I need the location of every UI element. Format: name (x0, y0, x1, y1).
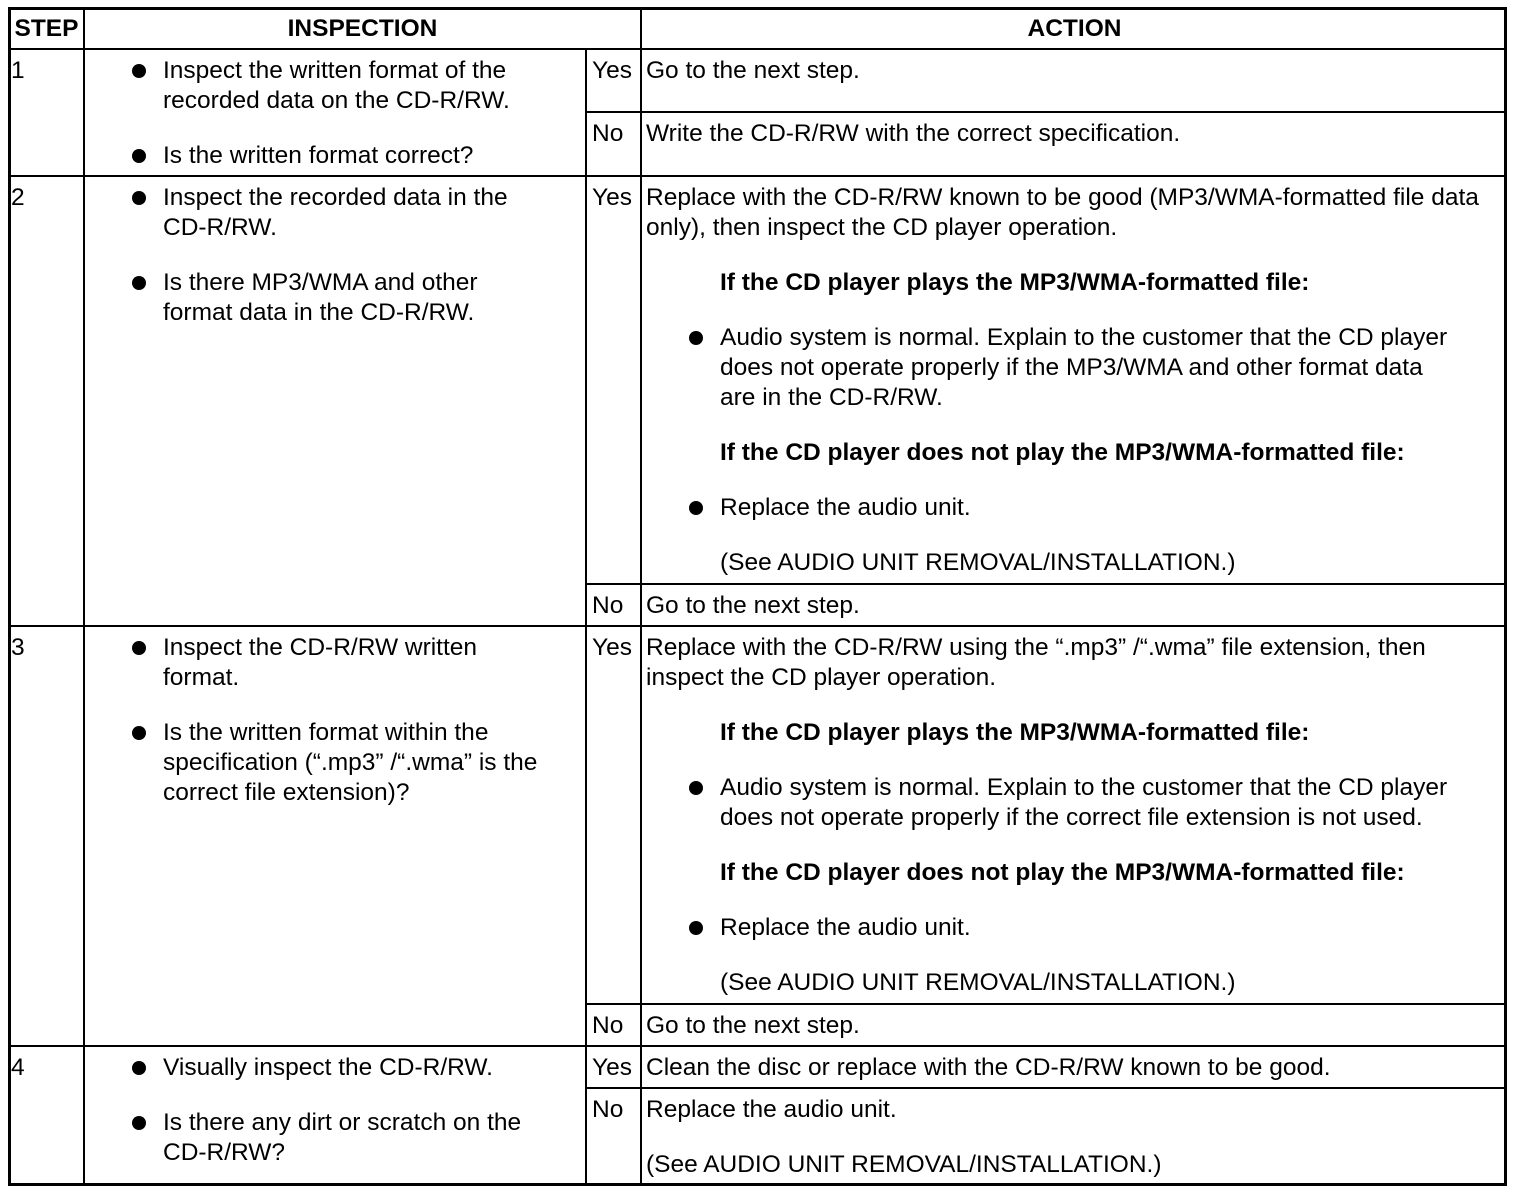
bullet-icon (132, 191, 146, 205)
action-text: Go to the next step. (646, 57, 860, 84)
condition-heading: If the CD player plays the MP3/WMA-formatted file: (720, 719, 1310, 746)
bullet-icon (132, 1116, 146, 1130)
inspection-question: Is there MP3/WMA and other format data in the CD-R/RW. (163, 269, 478, 326)
action-text: Go to the next step. (646, 1012, 860, 1039)
inspection-question: Is the written format within the specification (“.mp3” /“.wma” is the correct file extension)? (163, 719, 538, 806)
bullet-icon (132, 64, 146, 78)
inspection-item (163, 718, 585, 808)
bullet-icon (689, 921, 703, 935)
inspection-item (163, 141, 585, 171)
result-text: Replace the audio unit. (720, 914, 971, 941)
yes-label: Yes (585, 175, 640, 583)
result-text: Audio system is normal. Explain to the customer that the CD player does not operate properly if the correct file extension is not used. (720, 774, 1448, 831)
condition-heading: If the CD player does not play the MP3/WMA-formatted file: (720, 439, 1405, 466)
result-item (720, 493, 1507, 523)
no-label: No (585, 1087, 640, 1186)
inspection-cell (83, 625, 585, 1045)
bullet-icon (689, 331, 703, 345)
step-number-cell (8, 175, 83, 625)
inspection-item (163, 268, 585, 328)
action-text: Replace the audio unit. (646, 1096, 897, 1123)
inspection-text: Inspect the written format of the recorded data on the CD-R/RW. (163, 57, 510, 114)
inspection-item (163, 56, 585, 116)
inspection-cell (83, 1045, 585, 1186)
action-text: Go to the next step. (646, 592, 860, 619)
bullet-icon (132, 149, 146, 163)
result-text: Replace the audio unit. (720, 494, 971, 521)
header-inspection: INSPECTION (83, 7, 640, 48)
inspection-text: Inspect the CD-R/RW written format. (163, 634, 478, 691)
result-item (720, 323, 1507, 413)
no-action-cell (640, 1003, 1507, 1045)
step-number-cell (8, 48, 83, 175)
condition-heading: If the CD player plays the MP3/WMA-formatted file: (720, 269, 1310, 296)
step-number: 1 (11, 57, 25, 84)
action-text: Clean the disc or replace with the CD-R/RW known to be good. (646, 1054, 1331, 1081)
inspection-question: Is the written format correct? (163, 142, 474, 169)
no-action-cell (640, 583, 1507, 625)
inspection-item (163, 1053, 585, 1083)
bullet-icon (132, 641, 146, 655)
yes-label: Yes (585, 1045, 640, 1087)
bullet-icon (132, 726, 146, 740)
no-label: No (585, 583, 640, 625)
result-item (720, 773, 1507, 833)
no-label: No (585, 1003, 640, 1045)
reference-note: (See AUDIO UNIT REMOVAL/INSTALLATION.) (720, 969, 1236, 996)
inspection-item (163, 633, 585, 693)
bullet-icon (689, 781, 703, 795)
header-step: STEP (8, 7, 83, 48)
condition-heading: If the CD player does not play the MP3/WMA-formatted file: (720, 859, 1405, 886)
step-number-cell (8, 1045, 83, 1186)
yes-action-cell (640, 175, 1507, 583)
bullet-icon (132, 276, 146, 290)
reference-note: (See AUDIO UNIT REMOVAL/INSTALLATION.) (646, 1151, 1162, 1178)
inspection-item (163, 183, 585, 243)
inspection-text: Inspect the recorded data in the CD-R/RW. (163, 184, 508, 241)
action-text: Replace with the CD-R/RW known to be good (MP3/WMA-formatted file data only), then inspect the CD player operation. (646, 184, 1479, 241)
action-text: Replace with the CD-R/RW using the “.mp3” /“.wma” file extension, then inspect the CD player operation. (646, 634, 1426, 691)
step-number: 2 (11, 184, 25, 211)
step-number-cell (8, 625, 83, 1045)
step-number: 4 (11, 1054, 25, 1081)
bullet-icon (689, 501, 703, 515)
no-label: No (585, 111, 640, 175)
result-item (720, 913, 1507, 943)
step-number: 3 (11, 634, 25, 661)
reference-note: (See AUDIO UNIT REMOVAL/INSTALLATION.) (720, 549, 1236, 576)
inspection-question: Is there any dirt or scratch on the CD-R/RW? (163, 1109, 522, 1166)
inspection-cell (83, 175, 585, 625)
yes-action-cell (640, 625, 1507, 1003)
inspection-item (163, 1108, 585, 1168)
yes-action-cell (640, 1045, 1507, 1087)
result-text: Audio system is normal. Explain to the customer that the CD player does not operate properly if the MP3/WMA and other format data are in the CD-R/RW. (720, 324, 1448, 411)
yes-label: Yes (585, 48, 640, 111)
no-action-cell (640, 1087, 1507, 1186)
no-action-cell (640, 111, 1507, 175)
bullet-icon (132, 1061, 146, 1075)
inspection-text: Visually inspect the CD-R/RW. (163, 1054, 493, 1081)
header-action: ACTION (640, 7, 1507, 48)
action-text: Write the CD-R/RW with the correct specification. (646, 120, 1181, 147)
inspection-cell (83, 48, 585, 175)
yes-action-cell (640, 48, 1507, 111)
yes-label: Yes (585, 625, 640, 1003)
